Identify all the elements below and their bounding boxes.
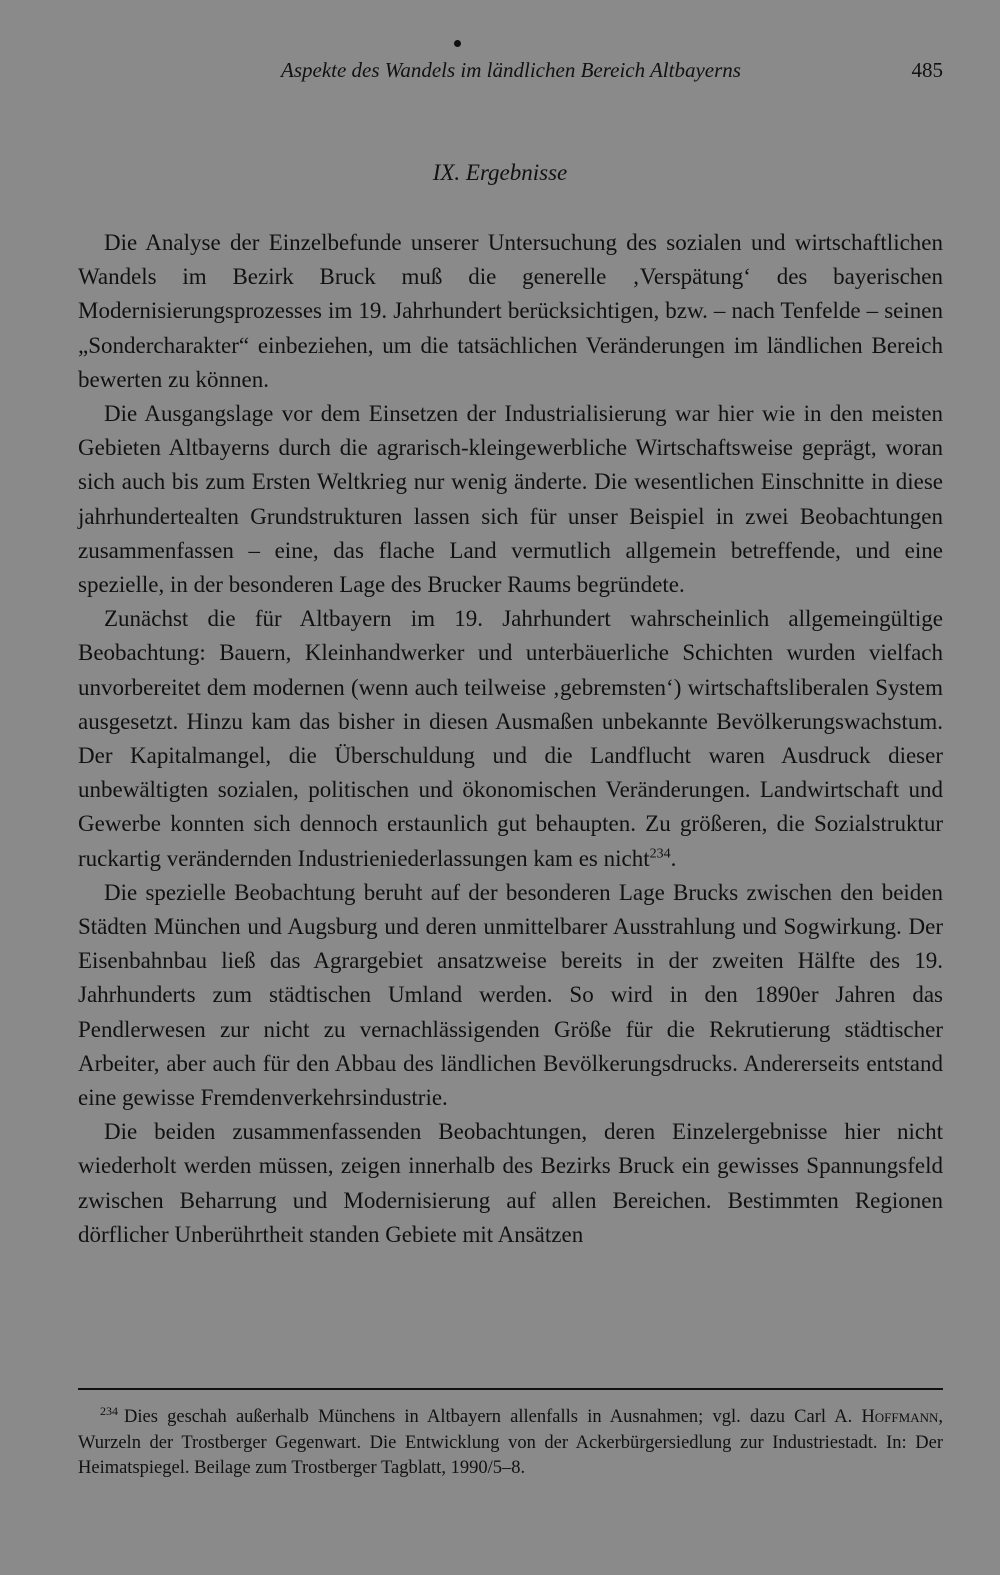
body-text (78, 226, 943, 1252)
section-title: IX. Ergebnisse (432, 160, 568, 185)
paragraph (78, 602, 943, 876)
footnote-reference[interactable]: 234 (649, 846, 671, 861)
paragraph-text: Zunächst die für Altbayern im 19. Jahrhundert wahrscheinlich allgemeingültige Beobachtung: Bauern, Kleinhandwerker und unterbäuerliche Schichten wurden vielfach unvorbereitet dem modernen (wenn auch teilweise ‚gebremsten‘) wirtschaftsliberalen System ausgesetzt. Hinzu kam das bisher in diesen Ausmaßen unbekannte Bevölkerungswachstum. Der Kapitalmangel, die Überschuldung und die Landflucht waren Ausdruck dieser unbewältigten sozialen, politischen und ökonomischen Veränderungen. Landwirtschaft und Gewerbe konnten sich dennoch erstaunlich gut behaupten. Zu größeren, die Sozialstruktur ruckartig verändernden Industrieniederlassungen kam es nicht (78, 606, 943, 871)
paragraph: Die spezielle Beobachtung beruht auf der besonderen Lage Brucks zwischen den beiden Städten München und Augsburg und deren unmittelbarer Ausstrahlung und Sogwirkung. Der Eisenbahnbau ließ das Agrargebiet ansatzweise bereits in der zweiten Hälfte des 19. Jahrhunderts zum städtischen Umland werden. So wird in den 1890er Jahren das Pendlerwesen zur nicht zu vernachlässigenden Größe für die Rekrutierung städtischer Arbeiter, aber auch für den Abbau des ländlichen Bevölkerungsdrucks. Andererseits entstand eine gewisse Fremdenverkehrsindustrie. (78, 879, 943, 1111)
page-number: 485 (911, 58, 943, 82)
paragraph-text: Die Ausgangslage vor dem Einsetzen der Industrialisierung war hier wie in den meisten Gebieten Altbayerns durch die agrarisch-kleingewerbliche Wirtschaftsweise geprägt, woran sich auch bis zum Ersten Weltkrieg nur wenig änderte. Die wesentlichen Einschnitte in diese jahrhundertealten Grundstrukturen lassen sich für unser Beispiel in zwei Beobachtungen zusammenfassen – eine, das flache Land vermutlich allgemein betreffende, und eine spezielle, in der besonderen Lage des Brucker Raums begründete. (78, 401, 943, 598)
paragraph: Die beiden zusammenfassenden Beobachtungen, deren Einzelergebnisse hier nicht wiederholt werden müssen, zeigen innerhalb des Bezirks Bruck ein gewisses Spannungsfeld zwischen Beharrung und Modernisierung auf allen Bereichen. Bestimmten Regionen dörflicher Unberührtheit standen Gebiete mit Ansätzen (78, 1119, 943, 1247)
page-header (78, 54, 943, 94)
footnote-number: 234 (100, 1403, 118, 1418)
print-mark (454, 40, 461, 47)
footnote-text-rest: , Wurzeln der Trostberger Gegenwart. Die Entwicklung von der Ackerbürgersiedlung zur Industriestadt. In: Der Heimatspiegel. Beilage zum Trostberger Tagblatt, 1990/5–8. (78, 1407, 943, 1478)
paragraph (78, 397, 943, 602)
paragraph: Die Analyse der Einzelbefunde unserer Untersuchung des sozialen und wirtschaftlichen Wandels im Bezirk Bruck muß die generelle ‚Verspätung‘ des bayerischen Modernisierungsprozesses im 19. Jahrhundert berücksichtigen, bzw. – nach Tenfelde – seinen „Sondercharakter“ einbeziehen, um die tatsächlichen Veränderungen im ländlichen Bereich bewerten zu können. (78, 230, 943, 392)
paragraph-text-end: . (670, 845, 677, 871)
footnotes (78, 1405, 943, 1482)
footnote-divider (78, 1388, 943, 1390)
footnote (78, 1405, 943, 1482)
running-head: Aspekte des Wandels im ländlichen Bereich Altbayerns (281, 58, 741, 82)
footnote-text: Dies geschah außerhalb Münchens in Altbayern allenfalls in Ausnahmen; vgl. dazu Carl A. (124, 1407, 862, 1427)
footnote-author: Hoffmann (861, 1407, 939, 1427)
